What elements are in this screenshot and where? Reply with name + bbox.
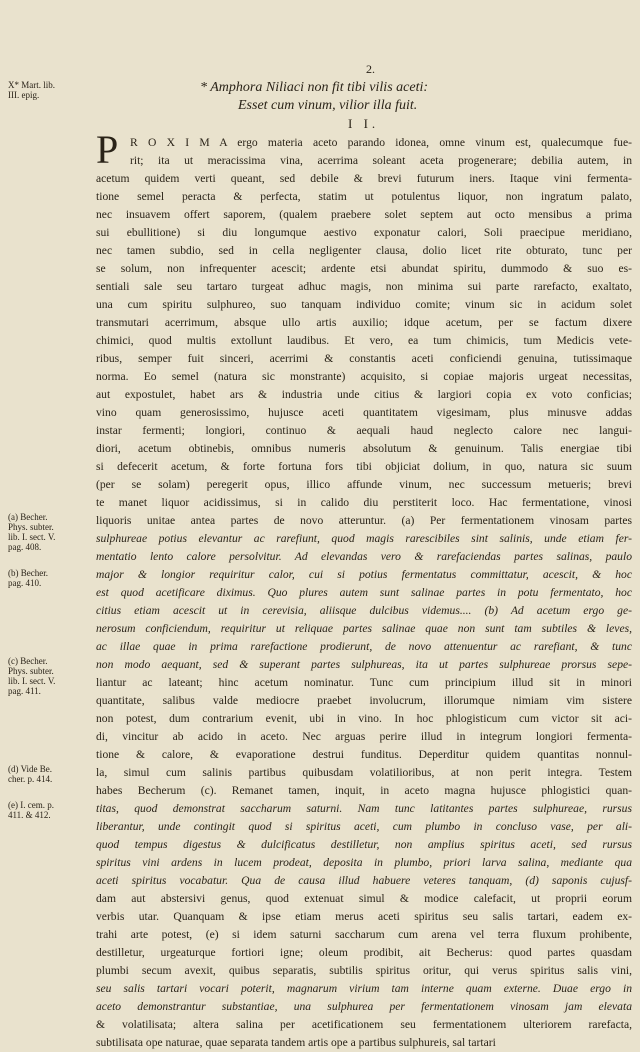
text-line: tione & calore, & evaporatione destrui funditus. Deperditur quidem quantitas nonnul-: [96, 748, 632, 761]
text-line: diori, acetum obtinebis, omnibus numeris absolutum & genuinum. Talis energiae tibi: [96, 442, 632, 455]
margin-note: (c) Becher. Phys. subter. lib. I. sect. V. pag. 411.: [8, 656, 56, 696]
text-line: verbis utar. Quanquam & ipse etiam merus aceti spiritus seu salis tartari, eadem ex-: [96, 910, 632, 923]
text-line: acetum quidem verti queant, sed debile & brevi futurum iners. Itaque vini fermenta-: [96, 172, 632, 185]
text-line: non modo aequant, sed & superant partes sulphureas, ita ut partes sulphureae prorsus sepe-: [96, 658, 632, 671]
text-line: vino quam generosissimo, hujusce aceti quantitatem vigesimam, plus minusve addas: [96, 406, 632, 419]
body-text: [96, 134, 632, 1052]
margin-note: (d) Vide Be. cher. p. 414.: [8, 764, 53, 784]
text-line: aceto demonstrantur substantiae, una sulphurea per fermentationem vinosam jam elevata: [96, 1000, 632, 1013]
text-line: est quod acetificare diximus. Quo plures autem sunt salinae partes in potu fermentato, hoc: [96, 586, 632, 599]
text-line: (per se solam) peregerit opus, illico affunde vinum, nec successum metueris; brevi: [96, 478, 632, 491]
text-line: spiritus vini ardens in lucem prodeat, deposita in plumbo, priori larva salina, mediante qua: [96, 856, 632, 869]
text-line: instar fermenti; longiori, continuo & aequali haud neglecto calore nec langui-: [96, 424, 632, 437]
text-line: R O X I M A ergo materia aceto parando idonea, omne vinum est, qualecumque fue-: [130, 136, 632, 149]
text-line: destilletur, urgeaturque fortiori igne; oleum prodibit, ait Becherus: quod partes quasdam: [96, 946, 632, 959]
text-line: rit; ita ut meracissima vina, acerrima soleant aceta progenerare; debilia autem, in: [130, 154, 632, 167]
text-line: sentiali sale seu tartaro turgeat adhuc magis, non minima sui parte rarefacto, exaltato,: [96, 280, 632, 293]
text-line: aceti spiritus vocabatur. Qua de causa illud habuere veteres tanquam, (d) saponis cujusf-: [96, 874, 632, 887]
text-line: & volatilisata; altera salina per acetificationem seu fermentationem ulteriorem rarefacta,: [96, 1018, 632, 1031]
text-line: se solum, non infrequenter acescit; ardente etsi abundat spiritu, dummodo & suo es-: [96, 262, 632, 275]
text-line: non potest, dum contrarium evenit, ubi in vino. In hoc phlogisticum cum victor sit aci-: [96, 712, 632, 725]
text-line: chimici, quod multis extollunt laudibus. Et vero, ea tum chimicis, tum Medicis vete-: [96, 334, 632, 347]
text-line: seu salis tartari vocari poterit, magnarum virium tam interne quam externe. Duae ergo in: [96, 982, 632, 995]
text-line: ac illae quae in prima rarefactione prodierunt, de novo attenuentur ac rarefiant, & tunc: [96, 640, 632, 653]
text-line: habes Becherum (c). Remanet tamen, inquit, in aceto magna hujusce phlogistici quan-: [96, 784, 632, 797]
text-line: una cum spiritu sulphureo, suo tanquam individuo comite; vinum sic in acidum solet: [96, 298, 632, 311]
section-number: I I.: [348, 116, 380, 131]
text-line: la, simul cum salinis partibus quibusdam volatilioribus, at non perit integra. Testem: [96, 766, 632, 779]
text-line: mentatio lento calore persolvitur. Ad elevandas vero & rarefaciendas partes salinas, paulo: [96, 550, 632, 563]
text-line: aut expostulet, habet ars & industria unde citius & largiori copia ex voto conficias;: [96, 388, 632, 401]
drop-cap: P: [96, 127, 119, 172]
margin-note: (e) I. cem. p. 411. & 412.: [8, 800, 54, 820]
text-line: liquoris unitae antea partes de novo atteruntur. (a) Per fermentationem vinosam partes: [96, 514, 632, 527]
text-line: ribus, semper fuit sinceri, acerrimi & constantis aceti conficiendi genuina, tutissimaque: [96, 352, 632, 365]
text-line: di, vincitur ab acido in aceto. Nec arguas perire illud in integrum longiori fermenta-: [96, 730, 632, 743]
text-line: major & longior requiritur calor, cui si potius fermentatus committatur, acescit, & hoc: [96, 568, 632, 581]
text-line: nerosum conficiendum, requiritur ut reliquae partes salinae quae non sunt tam subtiles & leves,: [96, 622, 632, 635]
epigraph-line-1: * Amphora Niliaci non fit tibi vilis aceti:: [200, 80, 429, 95]
text-line: trahi arte potest, (e) si idem saturni saccharum cum arena vel terra fluxum prohibente,: [96, 928, 632, 941]
page-number: 2.: [366, 62, 375, 76]
text-line: plumbi secum avexit, quibus separatis, subtilis spiritus oritur, qui verus spiritus salis vini,: [96, 964, 632, 977]
margin-note: (b) Becher. pag. 410.: [8, 568, 48, 588]
text-line: liberantur, unde contingit quod si spiritus aceti, cum plumbo in concluso vase, per ali-: [96, 820, 632, 833]
text-line: nec insuavem offert saporem, (qualem praebere solet septem aut octo mensibus a prima: [96, 208, 632, 221]
text-line: sui ebullitione) si diu longumque aestivo exponatur calori, Soli praecipue meridiano,: [96, 226, 632, 239]
text-line: transmutari acerrimum, absque ullo artis auxilio; idque acetum, per se factum dixere: [96, 316, 632, 329]
text-line: nec tamen subdio, sed in cella negligenter clausa, dolio licet rite obturato, tunc per: [96, 244, 632, 257]
margin-note: X* Mart. lib. III. epig.: [8, 80, 55, 100]
text-line: tione semel peracta & perfecta, statim ut potulentus liquor, non ingratum palato,: [96, 190, 632, 203]
text-line: te manet liquor acidissimus, si in calido diu perstiterit loco. Hac fermentatione, vinosi: [96, 496, 632, 509]
text-line: quantitate, salibus valde mediocre praebet involucrum, illorumque nimiam vim sistere: [96, 694, 632, 707]
text-line: quod tempus digestus & dulcificatus destilletur, non amplius spiritus aceti, sed rursus: [96, 838, 632, 851]
text-line: norma. Eo semel (natura sic monstrante) acquisito, si copiae majoris urgeat necessitas,: [96, 370, 632, 383]
epigraph-line-2: Esset cum vinum, vilior illa fuit.: [238, 98, 418, 113]
text-line: sulphureae potius elevantur ac rarefiunt, quod magis rarescibiles sint salinis, unde etiam fer-: [96, 532, 632, 545]
text-line: titas, quod demonstrat saccharum saturni. Nam tunc latitantes partes sulphureae, rursus: [96, 802, 632, 815]
text-line: si defecerit acetum, & forte fortuna fors tibi objiciat dolium, in quo, natura sic suum: [96, 460, 632, 473]
text-line: liantur ac lateant; hinc acetum nominatur. Tunc cum principium illud sit in minori: [96, 676, 632, 689]
text-line: subtilisata ope naturae, quae separata tandem artis ope a partibus sulphureis, sal tartari: [96, 1036, 496, 1049]
text-line: citius etiam acescit ut in cerevisia, aliisque dulcibus videmus.... (b) Ad acetum ergo ge-: [96, 604, 632, 617]
margin-note: (a) Becher. Phys. subter. lib. I. sect. V. pag. 408.: [8, 512, 56, 552]
text-line: dam aut abstersivi genus, quod extenuat simul & modice calefacit, ut proprii eorum: [96, 892, 632, 905]
